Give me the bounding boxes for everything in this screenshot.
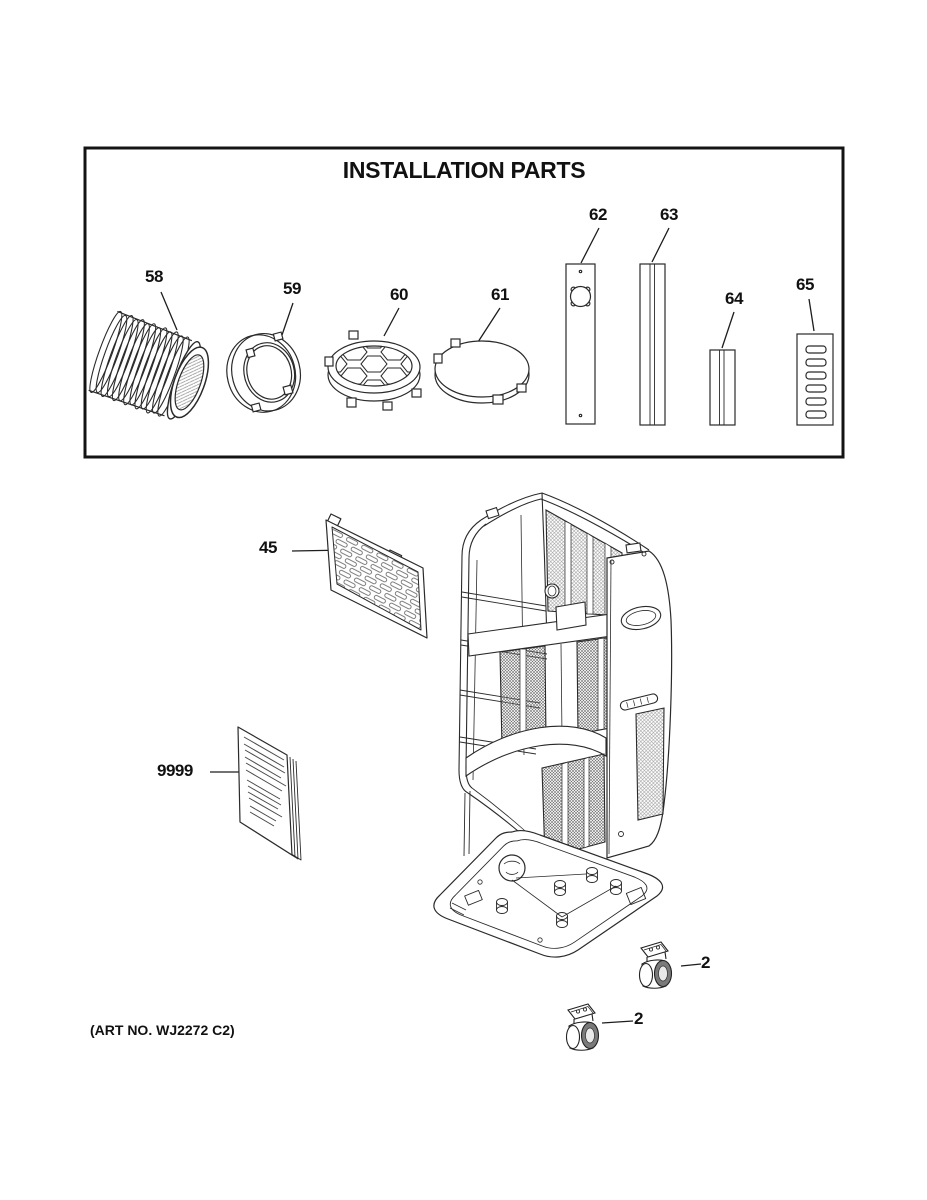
part-label-2-right: 2 [701, 953, 710, 972]
exhaust-hose-drawing [85, 309, 218, 428]
installation-parts-title: INSTALLATION PARTS [342, 157, 586, 183]
caster-wheel-right [640, 942, 672, 988]
owners-manual-drawing [238, 727, 301, 860]
part-label-45: 45 [259, 538, 277, 557]
air-filter-grille-drawing [326, 514, 427, 638]
caster-wheel-left [567, 1004, 599, 1050]
part-label-61: 61 [491, 285, 509, 304]
part-label-58: 58 [145, 267, 163, 286]
part-label-63: 63 [660, 205, 678, 224]
art-number: (ART NO. WJ2272 C2) [90, 1022, 235, 1038]
part-label-64: 64 [725, 289, 743, 308]
hose-clamp-ring-drawing [218, 326, 309, 420]
part-label-9999: 9999 [157, 761, 193, 780]
window-panel-with-hose-hole-drawing [566, 264, 595, 424]
window-slider-panel-short-drawing [710, 350, 735, 425]
main-unit-chassis-drawing [459, 493, 672, 886]
part-label-2-left: 2 [634, 1009, 643, 1028]
hose-grille-adapter-drawing [321, 331, 427, 410]
window-slider-panel-long-drawing [640, 264, 665, 425]
side-vent-mesh [636, 708, 664, 820]
part-label-65: 65 [796, 275, 814, 294]
part-label-60: 60 [390, 285, 408, 304]
part-label-59: 59 [283, 279, 301, 298]
foam-seal-strip-drawing [797, 334, 833, 425]
exhaust-cover-cap-drawing [434, 339, 529, 404]
part-label-62: 62 [589, 205, 607, 224]
